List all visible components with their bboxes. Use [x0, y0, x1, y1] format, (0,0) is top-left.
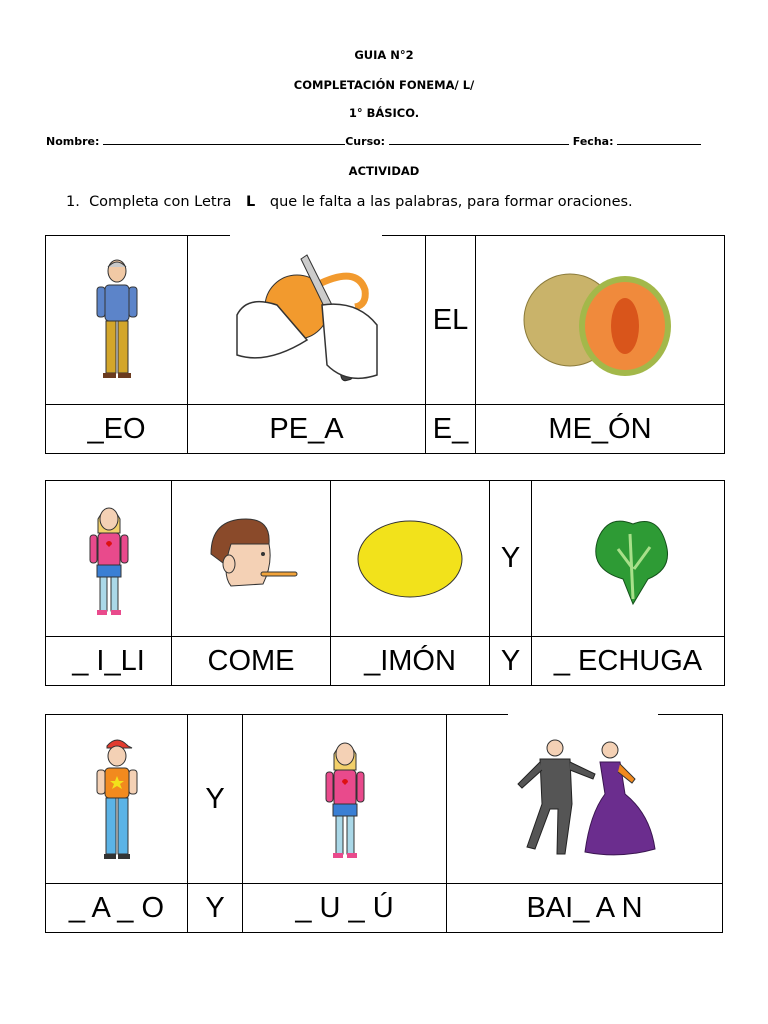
picture-cell	[243, 715, 447, 884]
peeling-orange-icon	[227, 245, 387, 395]
course-blank[interactable]	[389, 134, 569, 145]
melon-icon	[515, 260, 685, 380]
old-man-icon	[87, 255, 147, 385]
student-info-line	[46, 134, 701, 148]
word-cell: PE_A	[188, 405, 426, 454]
worksheet-title: GUIA N°2	[354, 48, 414, 62]
instruction-text-after: que le falta a las palabras, para formar oraciones.	[269, 194, 633, 210]
girl-icon	[320, 734, 370, 864]
exercise-table-1	[45, 235, 725, 454]
name-blank[interactable]	[103, 134, 345, 145]
picture-cell	[46, 481, 172, 637]
word-cell: _ U _ Ú	[243, 884, 447, 933]
word-cell: _EO	[46, 405, 188, 454]
picture-cell	[46, 715, 188, 884]
picture-cell	[331, 481, 490, 637]
date-blank[interactable]	[617, 134, 701, 145]
picture-cell	[46, 236, 188, 405]
word-cell: _ A _ O	[46, 884, 188, 933]
word-cell: _ ECHUGA	[532, 637, 725, 686]
picture-cell	[447, 715, 723, 884]
instruction-text-before: Completa con Letra	[89, 194, 232, 210]
lettuce-icon	[578, 509, 678, 609]
word-cell: E_	[426, 405, 476, 454]
word-cell: BAI_ A N	[447, 884, 723, 933]
border-gap	[230, 233, 382, 237]
instruction-letter: L	[246, 194, 256, 210]
lemon-icon	[350, 514, 470, 604]
course-label: Curso:	[345, 135, 386, 148]
picture-cell	[188, 236, 426, 405]
instruction	[66, 194, 633, 210]
exercise-table-3	[45, 714, 723, 933]
picture-cell	[532, 481, 725, 637]
word-cell: COME	[172, 637, 331, 686]
boy-eating-icon	[201, 514, 301, 604]
boy-cap-icon	[92, 734, 142, 864]
instruction-number: 1.	[66, 194, 80, 210]
grade-label: 1° BÁSICO.	[348, 106, 420, 120]
picture-cell	[476, 236, 725, 405]
date-label: Fecha:	[572, 135, 614, 148]
word-cell: _IMÓN	[331, 637, 490, 686]
word-cell: Y	[188, 884, 243, 933]
exercise-table-2	[45, 480, 725, 686]
word-cell-y: Y	[490, 481, 532, 637]
word-cell: Y	[490, 637, 532, 686]
word-cell-y: Y	[188, 715, 243, 884]
word-cell: _ I_LI	[46, 637, 172, 686]
word-cell-el: EL	[426, 236, 476, 405]
name-label: Nombre:	[46, 135, 100, 148]
picture-cell	[172, 481, 331, 637]
worksheet-subtitle: COMPLETACIÓN FONEMA/ L/	[293, 78, 475, 92]
dancers-icon	[510, 734, 660, 864]
girl-icon	[84, 499, 134, 619]
activity-heading: ACTIVIDAD	[348, 164, 420, 178]
word-cell: ME_ÓN	[476, 405, 725, 454]
border-gap	[508, 712, 658, 716]
